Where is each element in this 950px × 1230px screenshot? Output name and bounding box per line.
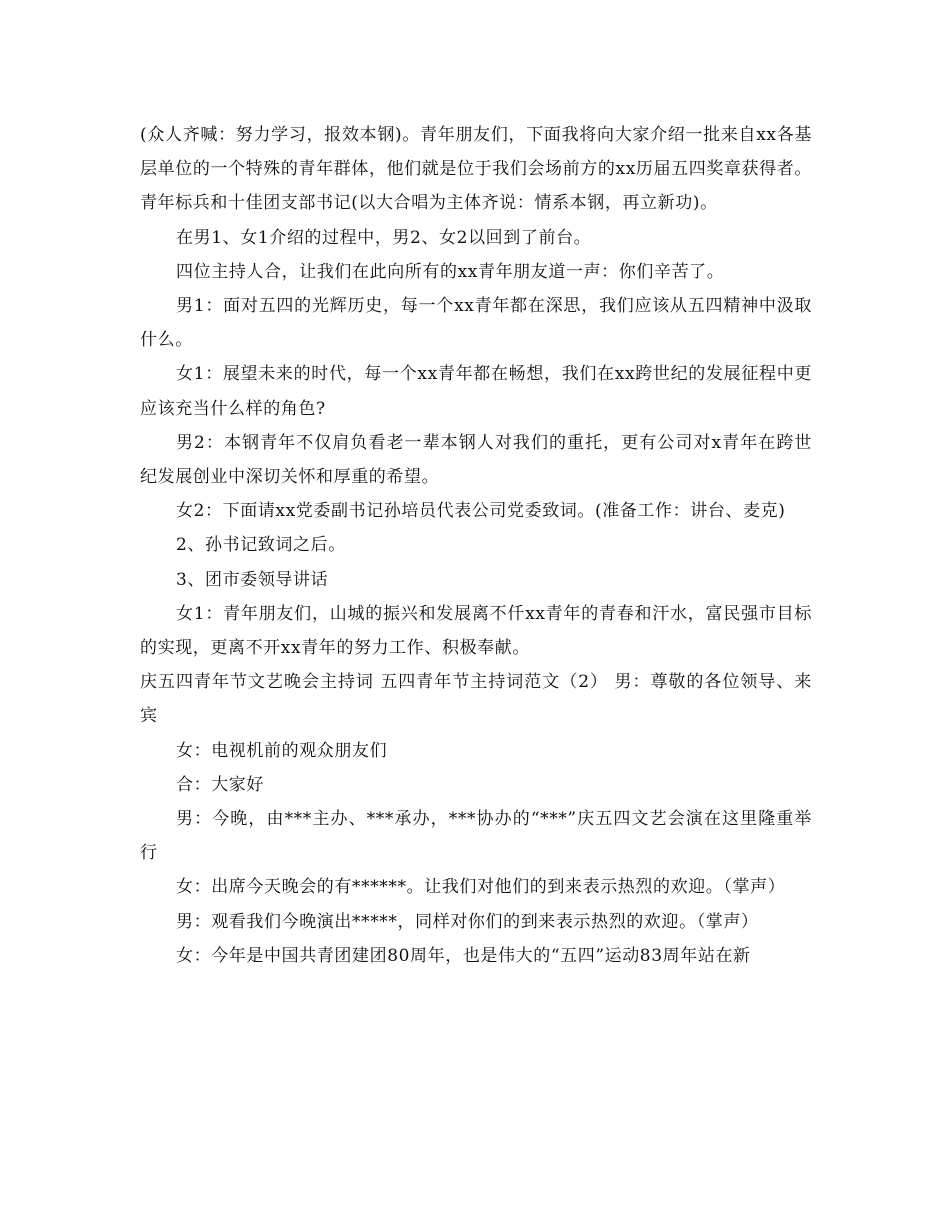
paragraph: 2、孙书记致词之后。 [176,535,346,556]
paragraph: 男1：面对五四的光辉历史，每一个xx青年都在深思，我们应该从五四精神中汲取什么。 [140,296,812,351]
paragraph: 女1：展望未来的时代，每一个xx青年都在畅想，我们在xx跨世纪的发展征程中更应该充当什么样的角色? [140,364,812,419]
section-heading-paragraph: 庆五四青年节文艺晚会主持词 五四青年节主持词范文（2） 男：尊敬的各位领导、来宾 [140,672,812,727]
paragraph: 女2：下面请xx党委副书记孙培员代表公司党委致词。(准备工作：讲台、麦克) [176,501,786,522]
paragraph: 女：电视机前的观众朋友们 [176,740,388,761]
paragraph: 在男1、女1介绍的过程中，男2、女2以回到了前台。 [176,227,592,248]
paragraph: 女1：青年朋友们，山城的振兴和发展离不仟xx青年的青春和汗水，富民强市目标的实现，更离不开xx青年的努力工作、积极奉献。 [140,603,812,659]
paragraph: 3、团市委领导讲话 [176,569,329,590]
paragraph: 男：观看我们今晚演出*****，同样对你们的到来表示热烈的欢迎。（掌声） [176,911,759,932]
paragraph: 四位主持人合，让我们在此向所有的xx青年朋友道一声：你们辛苦了。 [176,261,725,282]
document-body [140,118,812,973]
paragraph: 男2：本钢青年不仅肩负看老一辈本钢人对我们的重托，更有公司对x青年在跨世纪发展创业中深切关怀和厚重的希望。 [140,432,812,488]
paragraph: 男：今晚，由***主办、***承办，***协办的“***”庆五四文艺会演在这里隆重举行 [140,809,812,864]
paragraph: 女：出席今天晚会的有******。让我们对他们的到来表示热烈的欢迎。（掌声） [176,877,786,898]
paragraph: 合：大家好 [176,774,264,795]
paragraph: 女：今年是中国共青团建团80周年，也是伟大的“五四”运动83周年站在新 [176,945,751,966]
paragraph: (众人齐喊：努力学习，报效本钢)。青年朋友们，下面我将向大家介绍一批来自xx各基层单位的一个特殊的青年群体，他们就是位于我们会场前方的xx历届五四奖章获得者。青年标兵和十佳团支部书记(以大合唱为主体齐说：情系本钢，再立新功)。 [140,125,812,214]
